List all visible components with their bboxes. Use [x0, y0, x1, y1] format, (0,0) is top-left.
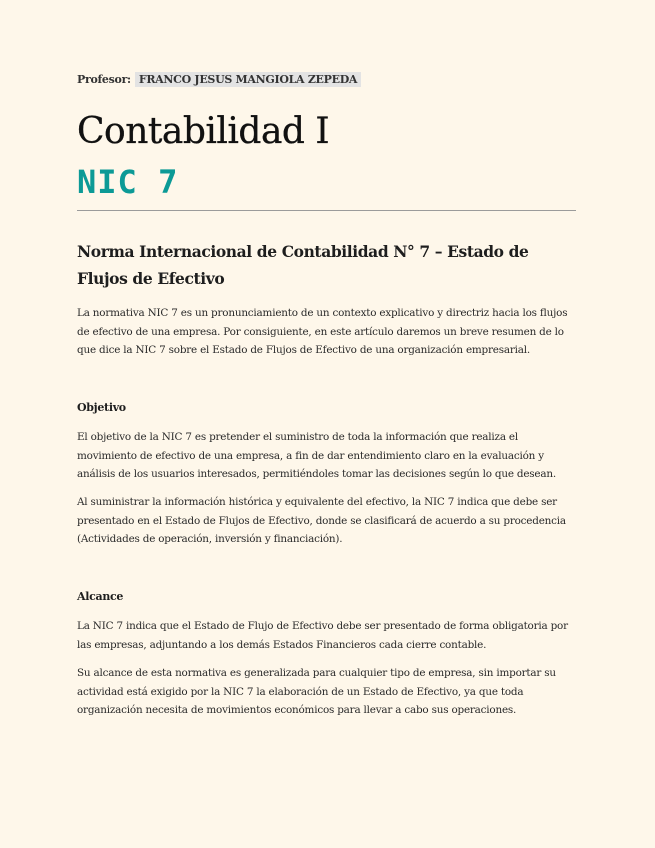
page-title: Contabilidad I	[77, 111, 330, 152]
alcance-paragraph-2: Su alcance de esta normativa es generalizada para cualquier tipo de empresa, sin importar su actividad está exigido por la NIC 7 la elaboración de un Estado de Efectivo, ya que toda organización necesita de movimientos económicos para llevar a cabo sus operaciones.	[77, 667, 556, 717]
alcance-paragraph-1: La NIC 7 indica que el Estado de Flujo de Efectivo debe ser presentado de forma obligatoria por las empresas, adjuntando a los demás Estados Financieros cada cierre contable.	[77, 620, 568, 651]
page-subtitle: NIC 7	[77, 163, 179, 201]
section-title-alcance: Alcance	[77, 590, 124, 603]
objetivo-paragraph-2: Al suministrar la información histórica y equivalente del efectivo, la NIC 7 indica que debe ser presentado en el Estado de Flujos de Efectivo, donde se clasificará de acuerdo a su procedencia (Actividades de operación, inversión y financiación).	[77, 496, 566, 546]
title-divider	[77, 210, 576, 211]
professor-line	[77, 71, 361, 88]
professor-label: Profesor:	[77, 73, 131, 86]
objetivo-paragraph-1: El objetivo de la NIC 7 es pretender el suministro de toda la información que realiza el movimiento de efectivo de una empresa, a fin de dar entendimiento claro en la evaluación y análisis de los usuarios interesados, permitiéndoles tomar las decisiones según lo que desean.	[77, 431, 556, 481]
intro-paragraph: La normativa NIC 7 es un pronunciamiento de un contexto explicativo y directriz hacia los flujos de efectivo de una empresa. Por consiguiente, en este artículo daremos un breve resumen de lo que dice la NIC 7 sobre el Estado de Flujos de Efectivo de una organización empresarial.	[77, 307, 568, 357]
section-title-objetivo: Objetivo	[77, 401, 126, 414]
professor-name: FRANCO JESUS MANGIOLA ZEPEDA	[135, 72, 361, 87]
article-heading: Norma Internacional de Contabilidad N° 7 – Estado de Flujos de Efectivo	[77, 242, 529, 288]
